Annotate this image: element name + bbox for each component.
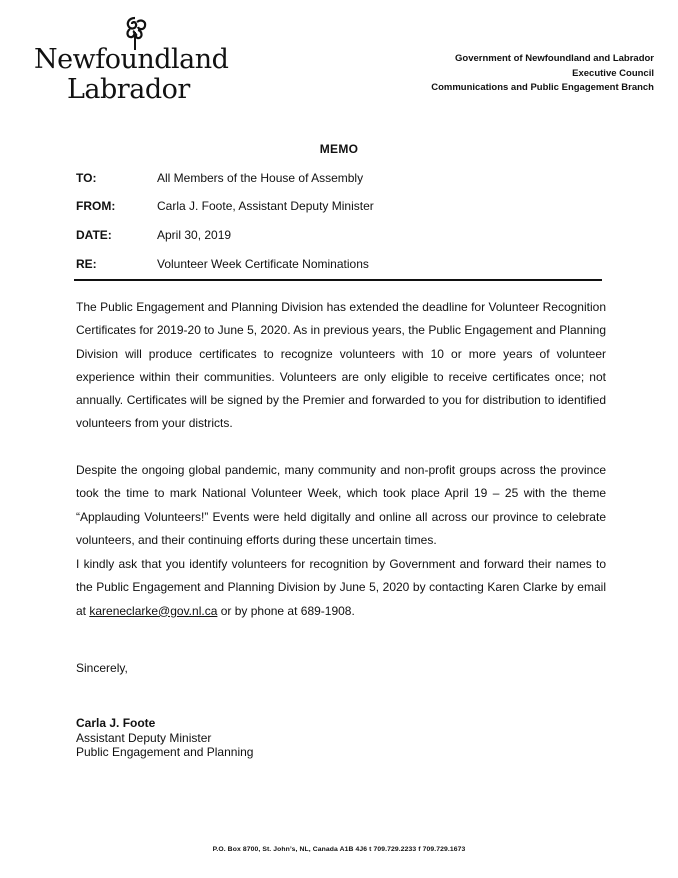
signatory-division: Public Engagement and Planning <box>76 745 254 759</box>
memo-title: MEMO <box>319 142 359 156</box>
memo-from-value: Carla J. Foote, Assistant Deputy Minister <box>157 199 374 213</box>
memo-date-value: April 30, 2019 <box>157 228 232 242</box>
logo-text-line2: Labrador <box>67 74 190 105</box>
footer-address: P.O. Box 8700, St. John’s, NL, Canada A1B 4J6 t 709.729.2233 f 709.729.1673 <box>212 846 466 853</box>
memo-to-value: All Members of the House of Assembly <box>157 171 364 185</box>
closing: Sincerely, <box>76 661 128 675</box>
paragraph-3-text-end: or by phone at 689-1908. <box>217 603 355 618</box>
header-divider <box>74 279 602 281</box>
government-header <box>431 52 654 96</box>
memo-from-label: FROM: <box>76 199 116 213</box>
government-name: Government of Newfoundland and Labrador <box>455 53 654 64</box>
memo-date-label: DATE: <box>76 228 112 242</box>
signatory-title: Assistant Deputy Minister <box>76 730 212 745</box>
department-name: Executive Council <box>572 67 654 79</box>
paragraph-3-text: I kindly ask that you identify volunteers for recognition by Government and forward their names to the Public Engagement and Planning Division by June 5, 2020 by contacting Karen Clarke by email at <box>76 557 606 618</box>
government-logo <box>34 16 234 106</box>
memo-to-label: TO: <box>76 171 97 185</box>
email-link[interactable]: kareneclarke@gov.nl.ca <box>89 603 218 618</box>
signatory-name: Carla J. Foote <box>76 716 156 730</box>
memo-re-label: RE: <box>76 257 97 271</box>
logo-text-line1: Newfoundland <box>34 44 229 75</box>
body-paragraph-1: The Public Engagement and Planning Division has extended the deadline for Volunteer Recognition Certificates for 2019-20 to June 5, 2020. As in previous years, the Public Engagement and Planning Division will produce certificates to recognize volunteers with 10 or more years of volunteer experience within their communities. Volunteers are only eligible to receive certificates once; not annually. Certificates will be signed by the Premier and forwarded to you for distribution to identified volunteers from your districts. <box>76 300 606 431</box>
body-paragraph-3 <box>76 553 606 623</box>
branch-name: Communications and Public Engagement Branch <box>431 82 654 93</box>
memo-re-value: Volunteer Week Certificate Nominations <box>157 257 369 271</box>
body-paragraph-2: Despite the ongoing global pandemic, many community and non-profit groups across the province took the time to mark National Volunteer Week, which took place April 19 – 25 with the theme “Applauding Volunteers!” Events were held digitally and online all across our province to celebrate volunteers, and their continuing efforts during these uncertain times. <box>76 463 606 547</box>
signature-block <box>76 716 253 760</box>
